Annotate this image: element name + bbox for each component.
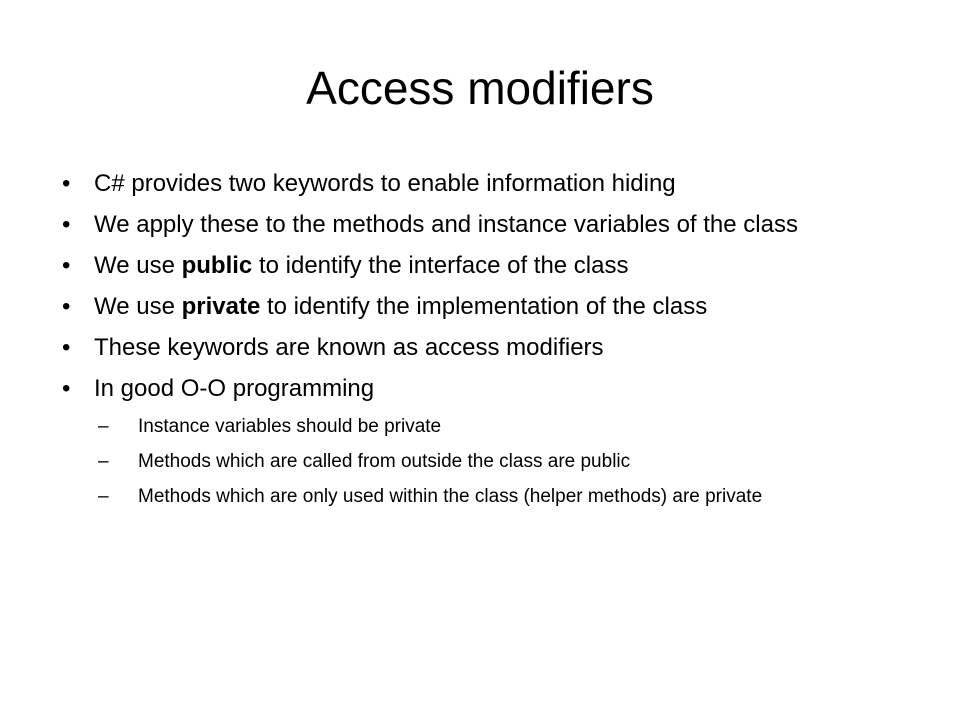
sub-bullet-text: Methods which are only used within the class (helper methods) are private (138, 486, 763, 507)
sub-bullet-item (62, 414, 872, 440)
bullet-marker: • (62, 211, 71, 238)
bullet-marker: • (62, 293, 71, 320)
bullet-item (62, 168, 872, 200)
bullet-text: We apply these to the methods and instance variables of the class (94, 211, 798, 238)
bullet-text-post: to identify the interface of the class (252, 252, 629, 279)
bullet-text: C# provides two keywords to enable information hiding (94, 170, 676, 197)
sub-bullet-text: Methods which are called from outside the class are public (138, 451, 631, 472)
bullet-marker: • (62, 334, 71, 361)
sub-bullet-item (62, 484, 872, 510)
sub-bullet-marker: – (98, 416, 109, 437)
keyword-public: public (181, 252, 253, 279)
bullet-item (62, 332, 872, 364)
sub-bullet-list (62, 414, 872, 510)
bullet-text: These keywords are known as access modifiers (94, 334, 604, 361)
sub-bullet-marker: – (98, 486, 109, 507)
bullet-list (62, 168, 872, 519)
sub-bullet-marker: – (98, 451, 109, 472)
bullet-item (62, 250, 872, 282)
slide-title: Access modifiers (306, 62, 654, 114)
bullet-text: In good O-O programming (94, 375, 375, 402)
sub-bullet-item (62, 449, 872, 475)
bullet-item (62, 209, 872, 241)
bullet-text-post: to identify the implementation of the class (260, 293, 708, 320)
bullet-marker: • (62, 375, 71, 402)
bullet-item (62, 291, 872, 323)
bullet-marker: • (62, 252, 71, 279)
bullet-text-pre: We use (94, 252, 182, 279)
bullet-marker: • (62, 170, 71, 197)
bullet-text-pre: We use (94, 293, 182, 320)
sub-bullet-text: Instance variables should be private (138, 416, 442, 437)
bullet-item (62, 373, 872, 405)
keyword-private: private (181, 293, 261, 320)
